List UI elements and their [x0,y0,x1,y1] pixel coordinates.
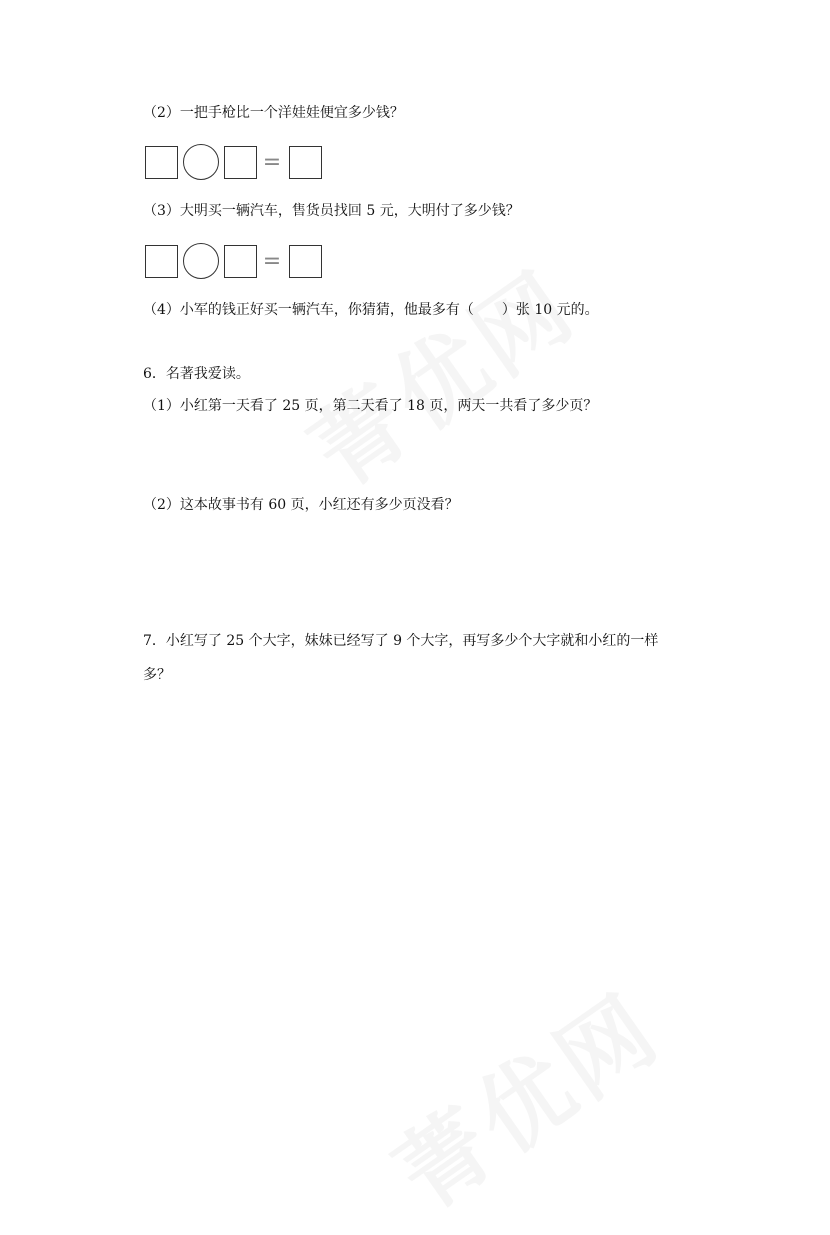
answer-box[interactable] [145,245,178,278]
result-box[interactable] [289,245,322,278]
question-7: 7．小红写了 25 个大字，妹妹已经写了 9 个大字，再写多少个大字就和小红的一样多？ [143,633,659,683]
answer-box[interactable] [224,146,257,179]
question-5-3: （3）大明买一辆汽车，售货员找回 5 元，大明付了多少钱？ [143,203,520,219]
watermark-bottom [380,1040,640,1180]
answer-box[interactable] [145,146,178,179]
answer-box[interactable] [224,245,257,278]
equals-sign: = [262,248,282,274]
question-5-2: （2）一把手枪比一个洋娃娃便宜多少钱？ [143,105,404,121]
result-box[interactable] [289,146,322,179]
operator-circle[interactable] [183,144,219,180]
equation-box-row-2 [145,243,322,279]
equals-sign: = [262,149,282,175]
watermark-text-bottom [366,977,655,1234]
question-5-4: （4）小军的钱正好买一辆汽车，你猜猜，他最多有（ ）张 10 元的。 [143,302,599,318]
watermark-text [281,220,619,512]
equation-box-row-1 [145,144,322,180]
question-6-1: （1）小红第一天看了 25 页，第二天看了 18 页，两天一共看了多少页？ [143,398,598,414]
question-6-title: 6．名著我爱读。 [143,366,250,382]
question-6-2: （2）这本故事书有 60 页，小红还有多少页没看？ [143,497,459,513]
operator-circle[interactable] [183,243,219,279]
